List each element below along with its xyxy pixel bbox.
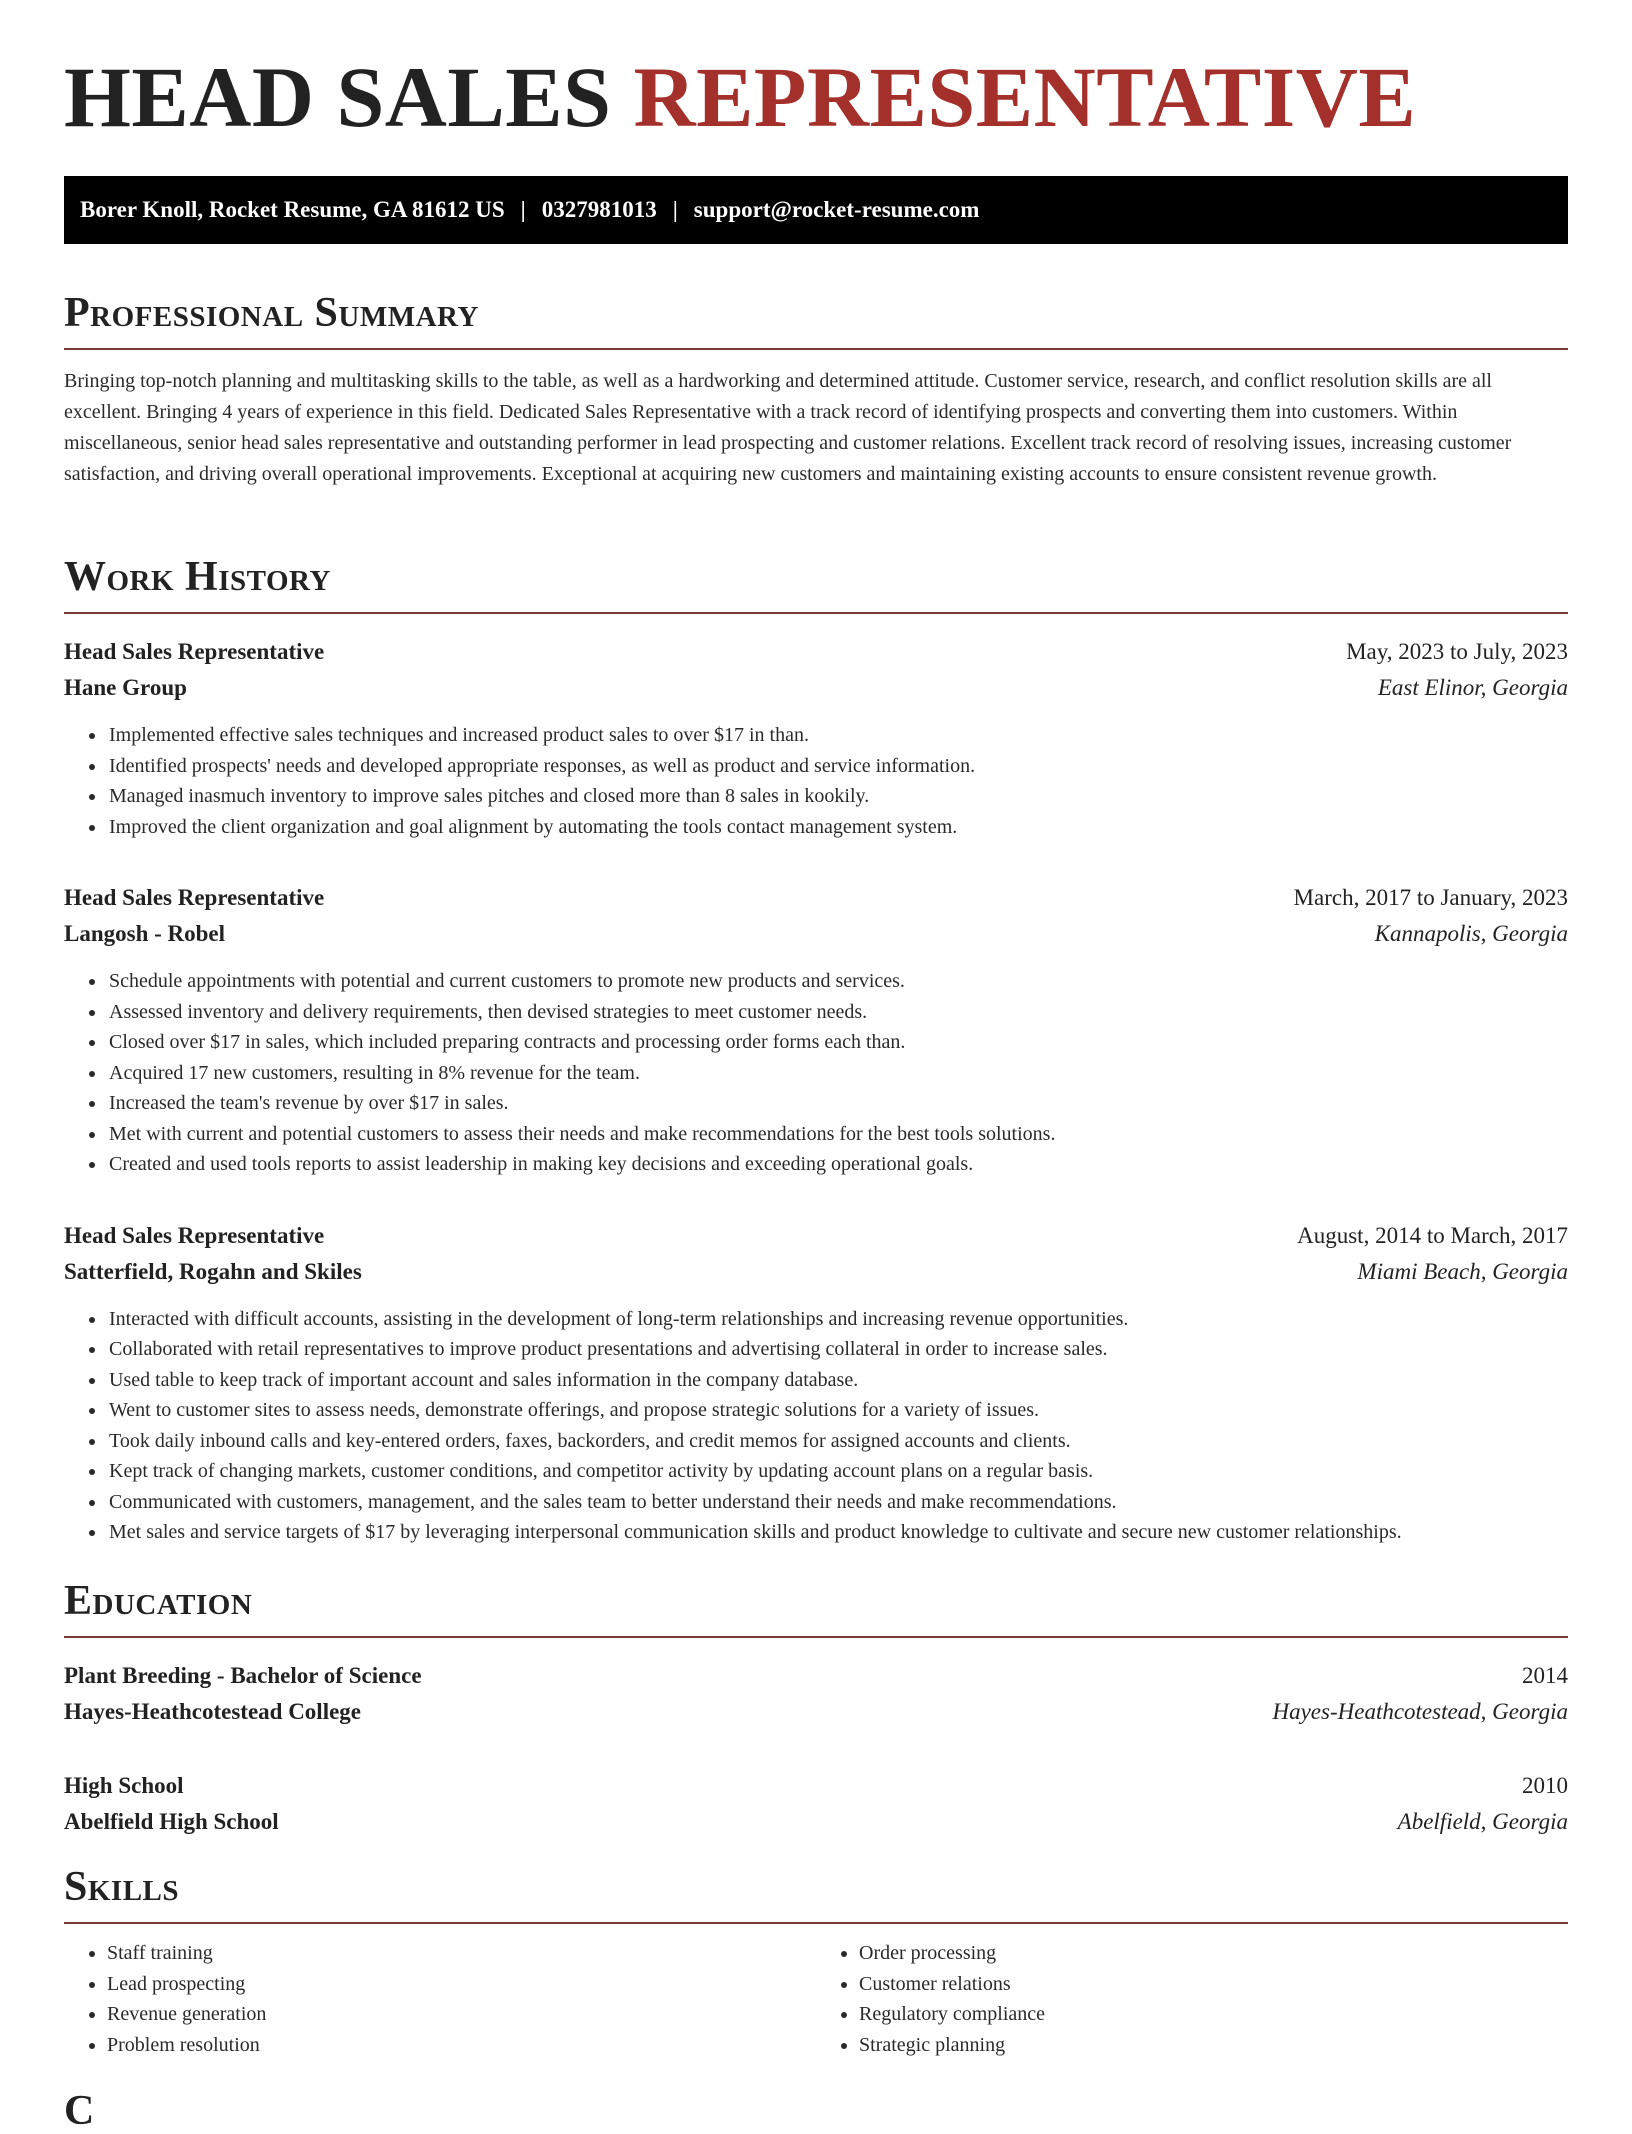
skills-column-right bbox=[816, 1938, 1568, 2060]
education-year: 2010 bbox=[1522, 1773, 1568, 1798]
work-history-section bbox=[64, 556, 1568, 1548]
name-last: REPRESENTATIVE bbox=[633, 49, 1417, 145]
skill-item: • Order processing bbox=[859, 1938, 1568, 1969]
list-item: • Closed over $17 in sales, which included preparing contracts and processing order forms each than. bbox=[107, 1027, 1568, 1058]
summary-text: Bringing top-notch planning and multitasking skills to the table, as well as a hardworking and determined attitude. Customer service, research, and conflict resolution skills are all excellent. Bringing 4 years of experience in this field. Dedicated Sales Representative with a track record of identifying prospects and converting them into customers. Within miscellaneous, senior head sales representative and outstanding performer in lead prospecting and customer relations. Excellent track record of resolving issues, increasing customer satisfaction, and driving overall operational improvements. Exceptional at acquiring new customers and maintaining existing accounts to ensure consistent revenue growth. bbox=[64, 370, 1512, 485]
list-item: • Met with current and potential customers to assess their needs and make recommendations for the best tools solutions. bbox=[107, 1119, 1568, 1150]
job-bullets bbox=[64, 720, 1568, 842]
job-role: Head Sales Representative bbox=[64, 639, 325, 664]
job-entry bbox=[64, 1218, 1568, 1548]
list-item: • Communicated with customers, management, and the sales team to better understand their needs and make recommendations. bbox=[107, 1487, 1568, 1518]
list-item: • Managed inasmuch inventory to improve sales pitches and closed more than 8 sales in kookily. bbox=[107, 781, 1568, 812]
job-entry bbox=[64, 880, 1568, 1180]
education-school: Hayes-Heathcotestead College bbox=[64, 1699, 362, 1724]
contact-separator: | bbox=[520, 197, 526, 222]
job-location: East Elinor, Georgia bbox=[1377, 675, 1568, 700]
list-item: • Kept track of changing markets, customer conditions, and competitor activity by updating account plans on a regular basis. bbox=[107, 1456, 1568, 1487]
job-location: Kannapolis, Georgia bbox=[1374, 921, 1568, 946]
list-item: • Met sales and service targets of $17 by leveraging interpersonal communication skills and product knowledge to cultivate and secure new customer relationships. bbox=[107, 1517, 1568, 1548]
summary-section bbox=[64, 292, 1568, 490]
resume-name bbox=[64, 49, 1417, 145]
skill-item: • Customer relations bbox=[859, 1969, 1568, 2000]
list-item: • Went to customer sites to assess needs, demonstrate offerings, and propose strategic solutions for a variety of issues. bbox=[107, 1395, 1568, 1426]
education-school: Abelfield High School bbox=[64, 1809, 279, 1834]
skills-column-left bbox=[64, 1938, 816, 2060]
education-year: 2014 bbox=[1522, 1663, 1568, 1688]
job-company: Langosh - Robel bbox=[64, 921, 226, 946]
contact-bar bbox=[64, 176, 1568, 244]
skill-item: • Revenue generation bbox=[107, 1999, 816, 2030]
next-section-title: C bbox=[64, 2088, 95, 2134]
education-location: Abelfield, Georgia bbox=[1397, 1809, 1568, 1834]
job-company: Satterfield, Rogahn and Skiles bbox=[64, 1258, 362, 1284]
list-item: • Increased the team's revenue by over $17 in sales. bbox=[107, 1088, 1568, 1119]
name-first: HEAD SALES bbox=[64, 49, 612, 145]
list-item: • Took daily inbound calls and key-entered orders, faxes, backorders, and credit memos for assigned accounts and clients. bbox=[107, 1426, 1568, 1457]
section-title: Education bbox=[64, 1580, 1568, 1638]
list-item: • Created and used tools reports to assist leadership in making key decisions and exceeding operational goals. bbox=[107, 1149, 1568, 1180]
list-item: • Identified prospects' needs and developed appropriate responses, as well as product and service information. bbox=[107, 751, 1568, 782]
section-title: Work History bbox=[64, 556, 1568, 614]
section-title: Skills bbox=[64, 1866, 1568, 1924]
job-location: Miami Beach, Georgia bbox=[1357, 1258, 1568, 1284]
skills-grid bbox=[64, 1938, 1568, 2060]
contact-phone: 0327981013 bbox=[541, 197, 657, 222]
skill-item: • Regulatory compliance bbox=[859, 1999, 1568, 2030]
list-item: • Schedule appointments with potential and current customers to promote new products and services. bbox=[107, 966, 1568, 997]
list-item: • Interacted with difficult accounts, assisting in the development of long-term relationships and increasing revenue opportunities. bbox=[107, 1304, 1568, 1335]
education-section bbox=[64, 1580, 1568, 1840]
skills-section bbox=[64, 1866, 1568, 2060]
job-role: Head Sales Representative bbox=[64, 1222, 325, 1248]
job-dates: August, 2014 to March, 2017 bbox=[1297, 1222, 1568, 1248]
skill-item: • Strategic planning bbox=[859, 2030, 1568, 2061]
contact-address: Borer Knoll, Rocket Resume, GA 81612 US bbox=[80, 197, 505, 222]
job-dates: March, 2017 to January, 2023 bbox=[1293, 885, 1568, 910]
list-item: • Assessed inventory and delivery requirements, then devised strategies to meet customer needs. bbox=[107, 997, 1568, 1028]
job-dates: May, 2023 to July, 2023 bbox=[1346, 639, 1568, 664]
contact-separator: | bbox=[672, 197, 678, 222]
skill-item: • Problem resolution bbox=[107, 2030, 816, 2061]
job-role: Head Sales Representative bbox=[64, 885, 325, 910]
job-bullets bbox=[64, 1304, 1568, 1548]
list-item: • Collaborated with retail representatives to improve product presentations and advertising collateral in order to increase sales. bbox=[107, 1334, 1568, 1365]
job-company: Hane Group bbox=[64, 675, 187, 700]
contact-email: support@rocket-resume.com bbox=[693, 197, 980, 222]
skill-item: • Staff training bbox=[107, 1938, 816, 1969]
list-item: • Implemented effective sales techniques and increased product sales to over $17 in than. bbox=[107, 720, 1568, 751]
education-degree: High School bbox=[64, 1773, 184, 1798]
education-entry bbox=[64, 1768, 1568, 1840]
education-entry bbox=[64, 1658, 1568, 1730]
education-degree: Plant Breeding - Bachelor of Science bbox=[64, 1663, 422, 1688]
skill-item: • Lead prospecting bbox=[107, 1969, 816, 2000]
section-title: Professional Summary bbox=[64, 292, 1568, 350]
list-item: • Improved the client organization and goal alignment by automating the tools contact management system. bbox=[107, 812, 1568, 843]
list-item: • Used table to keep track of important account and sales information in the company database. bbox=[107, 1365, 1568, 1396]
job-bullets bbox=[64, 966, 1568, 1180]
list-item: • Acquired 17 new customers, resulting in 8% revenue for the team. bbox=[107, 1058, 1568, 1089]
job-entry bbox=[64, 634, 1568, 842]
education-location: Hayes-Heathcotestead, Georgia bbox=[1272, 1699, 1568, 1724]
